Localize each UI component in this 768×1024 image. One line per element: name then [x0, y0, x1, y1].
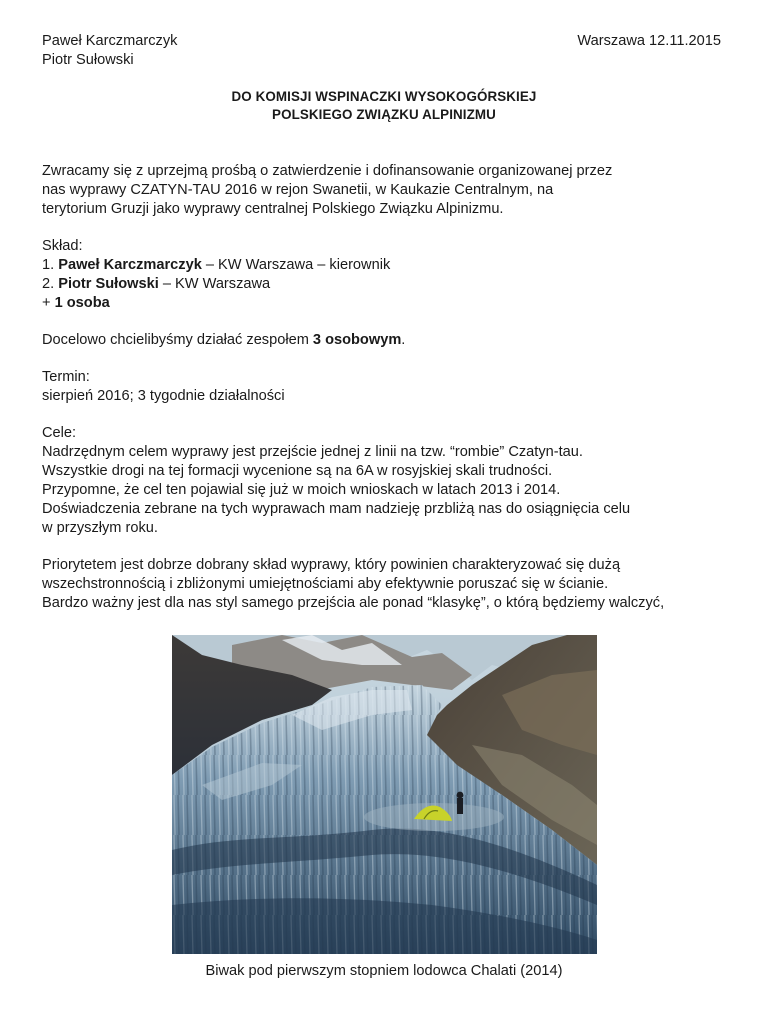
team-size-value: 3 osobowym [312, 332, 402, 348]
team-extra [42, 294, 732, 313]
member-details: – KW Warszawa [158, 276, 271, 292]
team-size-text: Docelowo chcielibyśmy działać zespołem [42, 332, 313, 348]
photo-caption: Biwak pod pierwszym stopniem lodowca Chalati (2014) [205, 963, 563, 979]
team-member [42, 275, 732, 294]
paragraph-line: Bardzo ważny jest dla nas styl samego przejścia ale ponad “klasykę”, o którą będziemy walczyć, [42, 595, 665, 611]
goals-section [42, 424, 732, 538]
title-line: POLSKIEGO ZWIĄZKU ALPINIZMU [272, 107, 496, 122]
priority-paragraph [42, 556, 732, 613]
team-size-suffix: . [401, 332, 406, 348]
document-title [0, 88, 768, 124]
member-name: Paweł Karczmarczyk [58, 257, 202, 273]
intro-paragraph [42, 162, 732, 219]
member-name: Piotr Sułowski [58, 276, 159, 292]
section-heading: Cele: [42, 425, 77, 441]
person-figure [457, 798, 463, 814]
team-size-paragraph [42, 331, 732, 350]
team-section [42, 237, 732, 313]
paragraph-line: Doświadczenia zebrane na tych wyprawach mam nadzieję przbliżą nas do osiągnięcia celu [42, 501, 631, 517]
extra-member: 1 osoba [54, 295, 110, 311]
paragraph-line: Zwracamy się z uprzejmą prośbą o zatwierdzenie i dofinansowanie organizowanej przez [42, 163, 613, 179]
section-heading: Termin: [42, 369, 90, 385]
paragraph-line: Wszystkie drogi na tej formacji wycenione są na 6A w rosyjskiej skali trudności. [42, 463, 553, 479]
paragraph-line: nas wyprawy CZATYN-TAU 2016 w rejon Swanetii, w Kaukazie Centralnym, na [42, 182, 554, 198]
paragraph-line: Przypomne, że cel ten pojawial się już w moich wnioskach w latach 2013 i 2014. [42, 482, 561, 498]
term-section [42, 368, 732, 406]
paragraph-line: w przyszłym roku. [42, 520, 158, 536]
term-value: sierpień 2016; 3 tygodnie działalności [42, 388, 285, 404]
glacier-photo [172, 635, 597, 954]
paragraph-line [42, 331, 732, 350]
title-line: DO KOMISJI WSPINACZKI WYSOKOGÓRSKIEJ [231, 89, 537, 104]
authors-block [42, 32, 177, 70]
team-member [42, 256, 732, 275]
paragraph-line: Priorytetem jest dobrze dobrany skład wyprawy, który powinien charakteryzować się dużą [42, 557, 621, 573]
paragraph-line: Nadrzędnym celem wyprawy jest przejście jednej z linii na tzw. “rombie” Czatyn-tau. [42, 444, 583, 460]
list-number: 1. [42, 257, 59, 273]
place-date: Warszawa 12.11.2015 [577, 33, 721, 49]
list-plus: + [42, 295, 55, 311]
paragraph-line: wszechstronnością i zbliżonymi umiejętnościami aby efektywnie poruszać się w ścianie. [42, 576, 609, 592]
list-number: 2. [42, 276, 59, 292]
paragraph-line: terytorium Gruzji jako wyprawy centralnej Polskiego Związku Alpinizmu. [42, 201, 504, 217]
member-details: – KW Warszawa – kierownik [201, 257, 391, 273]
glacier-photo-image [172, 635, 597, 954]
section-heading: Skład: [42, 238, 83, 254]
author-name: Piotr Sułowski [42, 52, 134, 68]
document-body [42, 162, 732, 613]
author-name: Paweł Karczmarczyk [42, 33, 178, 49]
